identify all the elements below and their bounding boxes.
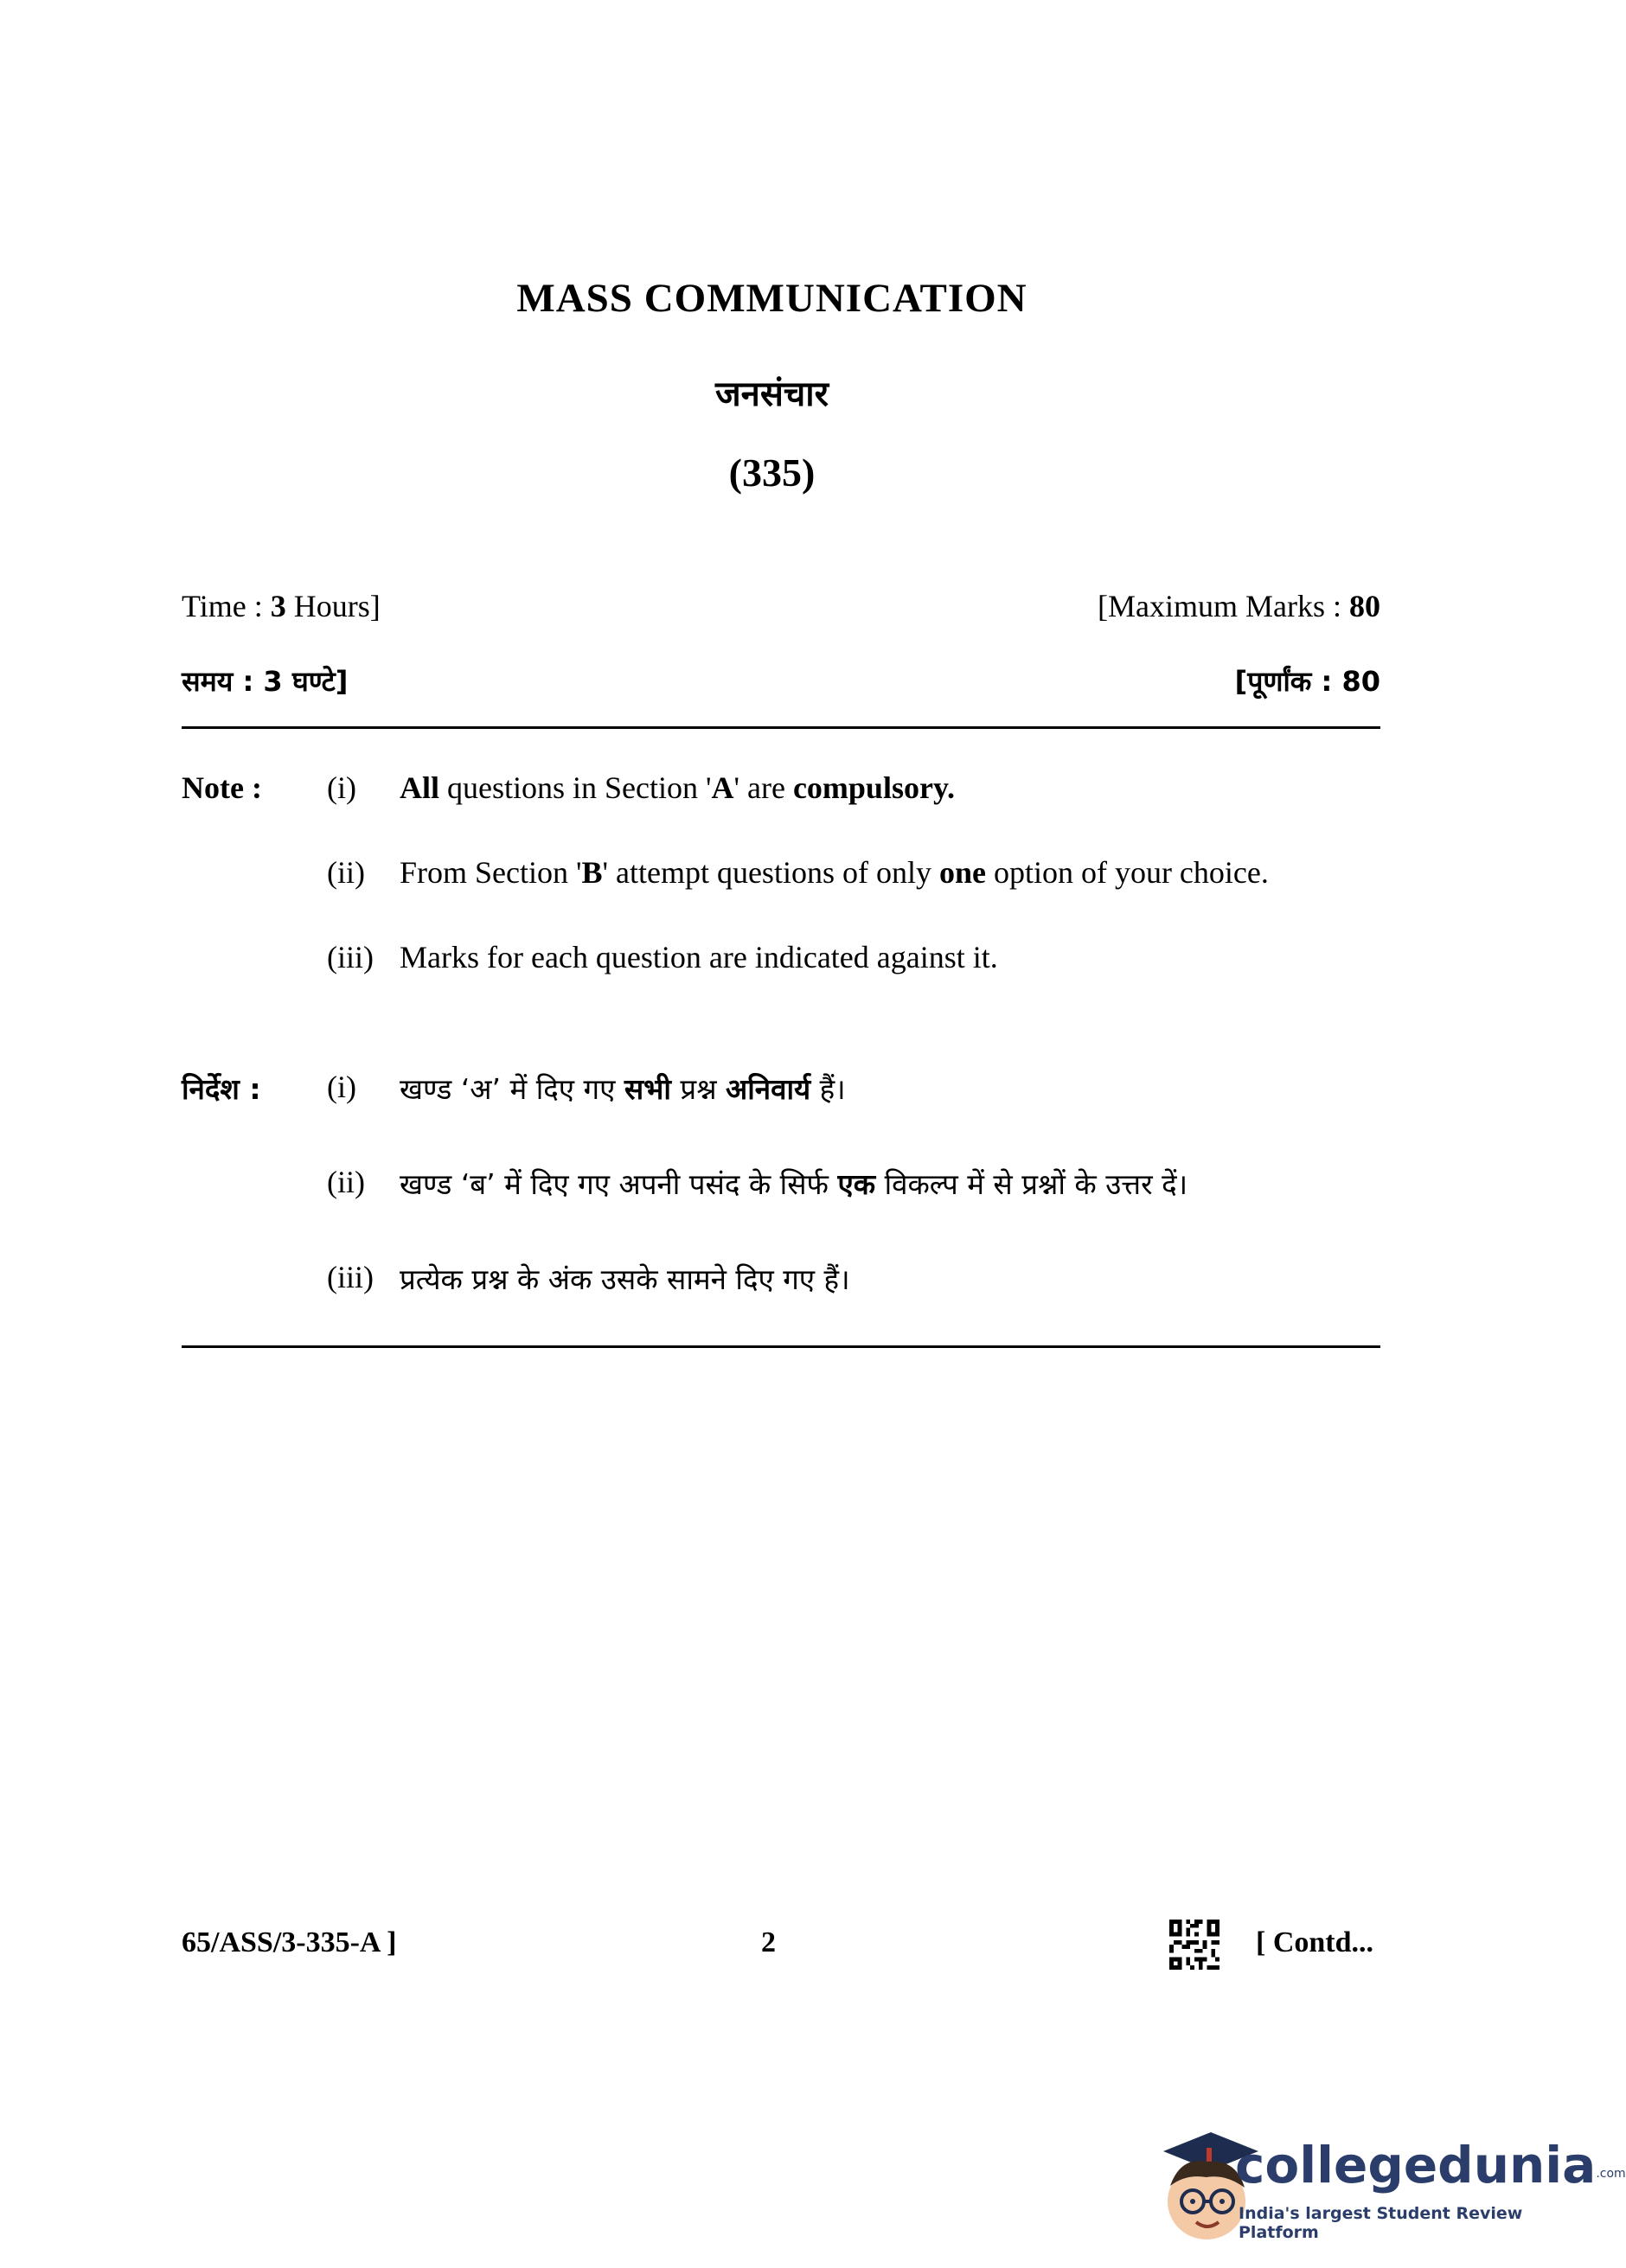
nirdesh-item-text: खण्ड ‘ब’ में दिए गए अपनी पसंद के सिर्फ एक विकल्प में से प्रश्नों के उत्तर दें। bbox=[400, 1167, 1188, 1201]
note-heading: Note : bbox=[182, 770, 262, 805]
logo-tagline: India's largest Student Review Platform bbox=[1239, 2204, 1523, 2242]
note-item-text: All questions in Section 'A' are compulsory. bbox=[400, 770, 955, 805]
note-item-number: (ii) bbox=[327, 855, 365, 890]
nirdesh-item-text: खण्ड ‘अ’ में दिए गए सभी प्रश्न अनिवार्य हैं। bbox=[400, 1072, 846, 1106]
paper-title-hindi: जनसंचार bbox=[714, 374, 829, 414]
nirdesh-item-number: (i) bbox=[327, 1070, 356, 1104]
samay-purnank-row bbox=[182, 662, 1380, 700]
note-item-text: Marks for each question are indicated against it. bbox=[400, 940, 998, 974]
qr-code-icon bbox=[1169, 1920, 1220, 1970]
nirdesh-item-number: (iii) bbox=[327, 1260, 374, 1294]
note-item-number: (iii) bbox=[327, 940, 374, 974]
nirdesh-item-number: (ii) bbox=[327, 1165, 365, 1199]
paper-title: MASS COMMUNICATION bbox=[516, 276, 1027, 321]
paper-code: 65/ASS/3-335-A ] bbox=[182, 1926, 397, 1958]
divider-bottom bbox=[182, 1345, 1380, 1348]
purnank-label: [पूर्णांक : 80 bbox=[1234, 665, 1380, 698]
logo-wordmark: collegedunia.com bbox=[1235, 2136, 1626, 2195]
maximum-marks-label: [Maximum Marks : 80 bbox=[1098, 589, 1380, 623]
time-marks-row bbox=[182, 588, 1380, 624]
note-item-text: From Section 'B' attempt questions of only one option of your choice. bbox=[400, 855, 1269, 890]
time-label: Time : 3 Hours] bbox=[182, 589, 381, 623]
nirdesh-item-text: प्रत्येक प्रश्न के अंक उसके सामने दिए गए हैं। bbox=[400, 1262, 850, 1296]
divider-top bbox=[182, 726, 1380, 729]
page-number: 2 bbox=[761, 1926, 776, 1958]
samay-label: समय : 3 घण्टे] bbox=[182, 665, 349, 698]
nirdesh-heading: निर्देश : bbox=[182, 1072, 261, 1106]
subject-code: (335) bbox=[728, 450, 816, 495]
note-item-number: (i) bbox=[327, 770, 356, 805]
continued-label: [ Contd... bbox=[1256, 1926, 1374, 1958]
